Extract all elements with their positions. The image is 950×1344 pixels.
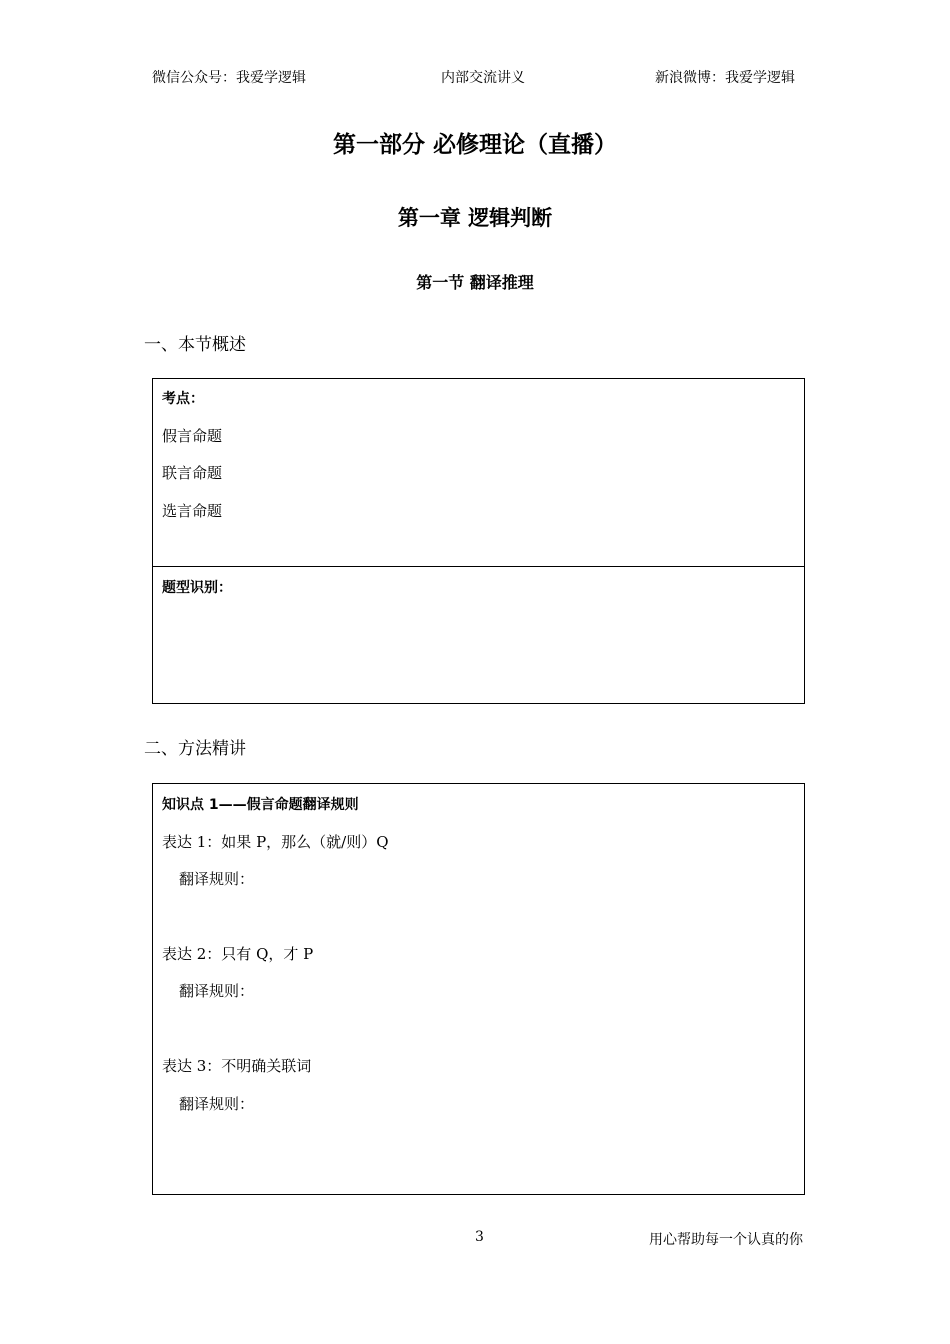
overview-heading: 一、本节概述: [144, 335, 246, 355]
header-right: 新浪微博：我爱学逻辑: [655, 70, 795, 86]
header-center: 内部交流讲义: [441, 70, 525, 86]
method-heading: 二、方法精讲: [144, 739, 246, 759]
point-item: 假言命题: [162, 427, 223, 445]
expression-text: 表达 2：只有 Q，才 P: [162, 945, 314, 963]
point-item: 选言命题: [162, 502, 223, 520]
translation-rule-label: 翻译规则：: [179, 982, 255, 1000]
header-left: 微信公众号：我爱学逻辑: [152, 70, 306, 86]
knowledge-point-title: 知识点 1——假言命题翻译规则: [162, 797, 359, 813]
points-label: 考点：: [162, 391, 204, 407]
chapter-title: 第一章 逻辑判断: [397, 206, 553, 230]
translation-rule-label: 翻译规则：: [179, 1095, 255, 1113]
footer-slogan: 用心帮助每一个认真的你: [649, 1232, 803, 1248]
identify-label: 题型识别：: [162, 580, 232, 596]
part-title: 第一部分 必修理论（直播）: [332, 132, 617, 158]
point-item: 联言命题: [162, 464, 223, 482]
section-title: 第一节 翻译推理: [416, 273, 534, 292]
method-box: [152, 783, 805, 1195]
page-number: 3: [475, 1229, 484, 1245]
expression-text: 表达 1：如果 P，那么（就/则）Q: [162, 833, 389, 851]
box-divider: [153, 566, 804, 567]
overview-box: [152, 378, 805, 704]
expression-text: 表达 3：不明确关联词: [162, 1057, 312, 1075]
translation-rule-label: 翻译规则：: [179, 870, 255, 888]
